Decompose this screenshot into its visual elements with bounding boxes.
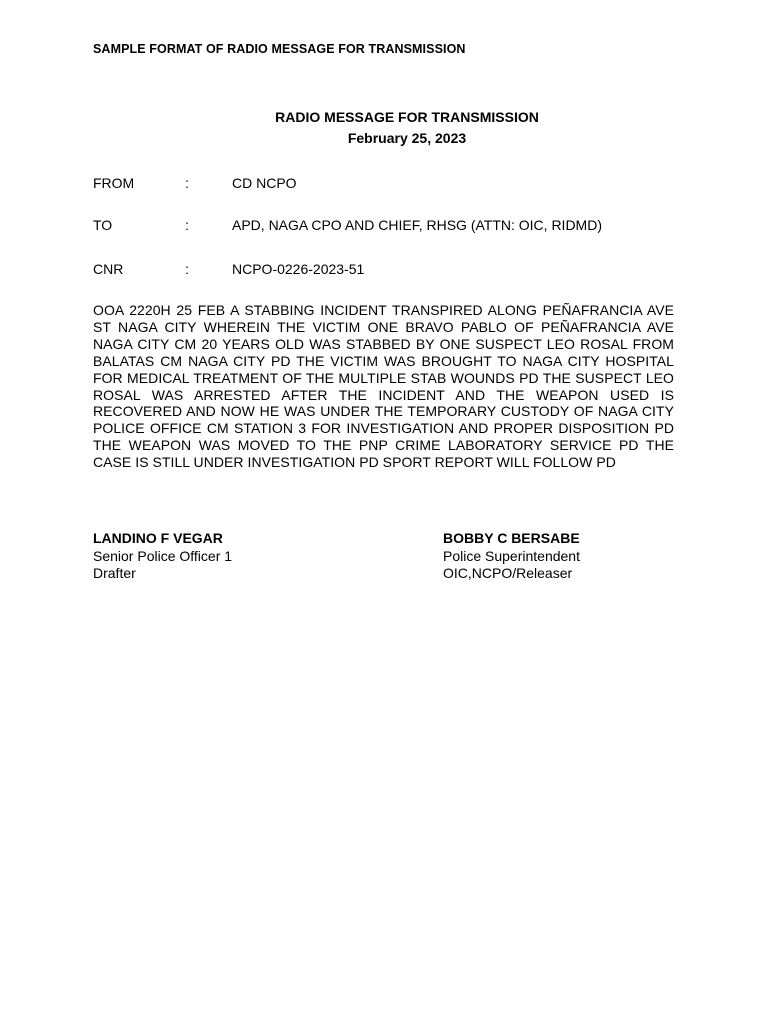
from-field-row bbox=[93, 175, 693, 193]
sample-format-heading: SAMPLE FORMAT OF RADIO MESSAGE FOR TRANSMISSION bbox=[93, 42, 466, 56]
document-date: February 25, 2023 bbox=[347, 130, 467, 146]
cnr-label: CNR bbox=[93, 261, 124, 277]
message-body: OOA 2220H 25 FEB A STABBING INCIDENT TRANSPIRED ALONG PEÑAFRANCIA AVE ST NAGA CITY WHEREIN THE VICTIM ONE BRAVO PABLO OF PEÑAFRANCIA AVE NAGA CITY CM 20 YEARS OLD WAS STABBED BY ONE SUSPECT LEO ROSAL FROM BALATAS CM NAGA CITY PD THE VICTIM WAS BROUGHT TO NAGA CITY HOSPITAL FOR MEDICAL TREATMENT OF THE MULTIPLE STAB WOUNDS PD THE SUSPECT LEO ROSAL WAS ARRESTED AFTER THE INCIDENT AND THE WEAPON USED IS RECOVERED AND NOW HE WAS UNDER THE TEMPORARY CUSTODY OF NAGA CITY POLICE OFFICE CM STATION 3 FOR INVESTIGATION AND PROPER DISPOSITION PD THE WEAPON WAS MOVED TO THE PNP CRIME LABORATORY SERVICE PD THE CASE IS STILL UNDER INVESTIGATION PD SPORT REPORT WILL FOLLOW PD bbox=[93, 302, 674, 471]
releaser-signature-block bbox=[443, 530, 580, 583]
to-field-row bbox=[93, 217, 693, 235]
document-title: RADIO MESSAGE FOR TRANSMISSION bbox=[275, 109, 539, 125]
releaser-role: OIC,NCPO/Releaser bbox=[443, 565, 573, 581]
drafter-signature-block bbox=[93, 530, 232, 583]
cnr-field-row bbox=[93, 261, 693, 279]
to-value: APD, NAGA CPO AND CHIEF, RHSG (ATTN: OIC, RIDMD) bbox=[232, 217, 602, 233]
cnr-separator: : bbox=[185, 261, 189, 277]
from-label: FROM bbox=[93, 175, 135, 191]
drafter-rank: Senior Police Officer 1 bbox=[93, 547, 233, 564]
to-label: TO bbox=[93, 217, 113, 233]
drafter-name: LANDINO F VEGAR bbox=[93, 530, 223, 546]
drafter-role: Drafter bbox=[93, 565, 136, 581]
releaser-rank: Police Superintendent bbox=[443, 547, 580, 564]
cnr-value: NCPO-0226-2023-51 bbox=[232, 261, 365, 277]
to-separator: : bbox=[185, 217, 189, 233]
from-separator: : bbox=[185, 175, 189, 191]
from-value: CD NCPO bbox=[232, 175, 297, 191]
releaser-name: BOBBY C BERSABE bbox=[443, 530, 580, 546]
